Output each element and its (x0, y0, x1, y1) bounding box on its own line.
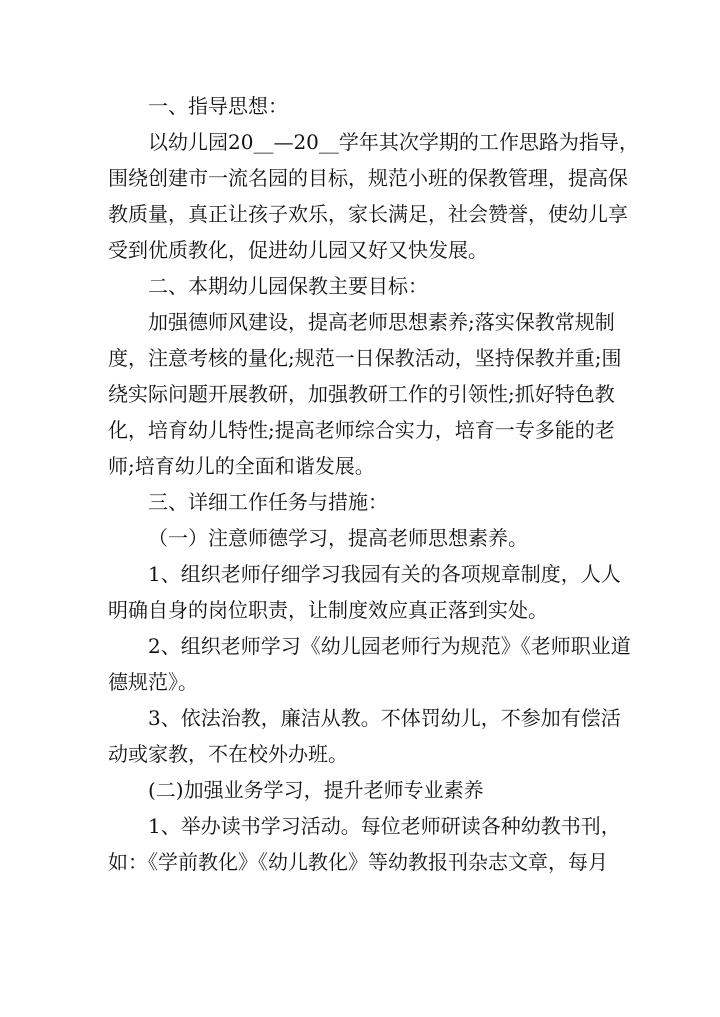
text-line: 教质量，真正让孩子欢乐，家长满足，社会赞誉，使幼儿享 (108, 202, 628, 226)
subheading-ethics-study (108, 520, 608, 556)
text-line: 师;培育幼儿的全面和谐发展。 (108, 454, 375, 478)
text-line: 二、本期幼儿园保教主要目标： (148, 274, 428, 298)
text-line: 围绕创建市一流名园的目标，规范小班的保教管理，提高保 (108, 166, 628, 190)
heading-guiding-thought (108, 88, 608, 124)
text-line: 受到优质教化，促进幼儿园又好又快发展。 (108, 238, 488, 262)
text-line: (二)加强业务学习，提升老师专业素养 (148, 778, 484, 802)
text-line: 度，注意考核的量化;规范一日保教活动，坚持保教并重;围 (108, 346, 622, 370)
text-line: 三、详细工作任务与措施： (148, 490, 388, 514)
list-item-reading (108, 808, 621, 880)
paragraph-main-goals (108, 304, 622, 484)
text-line: 1、举办读书学习活动。每位老师研读各种幼教书刊， (148, 814, 621, 838)
text-line: （一）注意师德学习，提高老师思想素养。 (148, 526, 528, 550)
text-line: 2、组织老师学习《幼儿园老师行为规范》《老师职业道 (148, 634, 631, 658)
text-line: 1、组织老师仔细学习我园有关的各项规章制度，人人 (148, 562, 621, 586)
paragraph-guiding-thought (108, 124, 639, 268)
subheading-professional-study (108, 772, 608, 808)
text-line: 明确自身的岗位职责，让制度效应真正落到实处。 (108, 598, 548, 622)
text-line: 化，培育幼儿特性;提高老师综合实力，培育一专多能的老 (108, 418, 615, 442)
list-item-1 (108, 556, 621, 628)
text-line: 以幼儿园20__—20__学年其次学期的工作思路为指导， (148, 130, 639, 154)
heading-tasks-measures (108, 484, 608, 520)
text-line: 绕实际问题开展教研，加强教研工作的引领性;抓好特色教 (108, 382, 615, 406)
list-item-3 (108, 700, 621, 772)
document-body (108, 88, 639, 880)
heading-main-goals (108, 268, 608, 304)
text-line: 如：《学前教化》《幼儿教化》等幼教报刊杂志文章，每月 (108, 850, 608, 874)
text-line: 一、指导思想： (148, 94, 288, 118)
text-line: 加强德师风建设，提高老师思想素养;落实保教常规制 (148, 310, 615, 334)
text-line: 德规范》。 (108, 670, 198, 694)
list-item-2 (108, 628, 631, 700)
text-line: 3、依法治教，廉洁从教。不体罚幼儿，不参加有偿活 (148, 706, 621, 730)
text-line: 动或家教，不在校外办班。 (108, 742, 348, 766)
